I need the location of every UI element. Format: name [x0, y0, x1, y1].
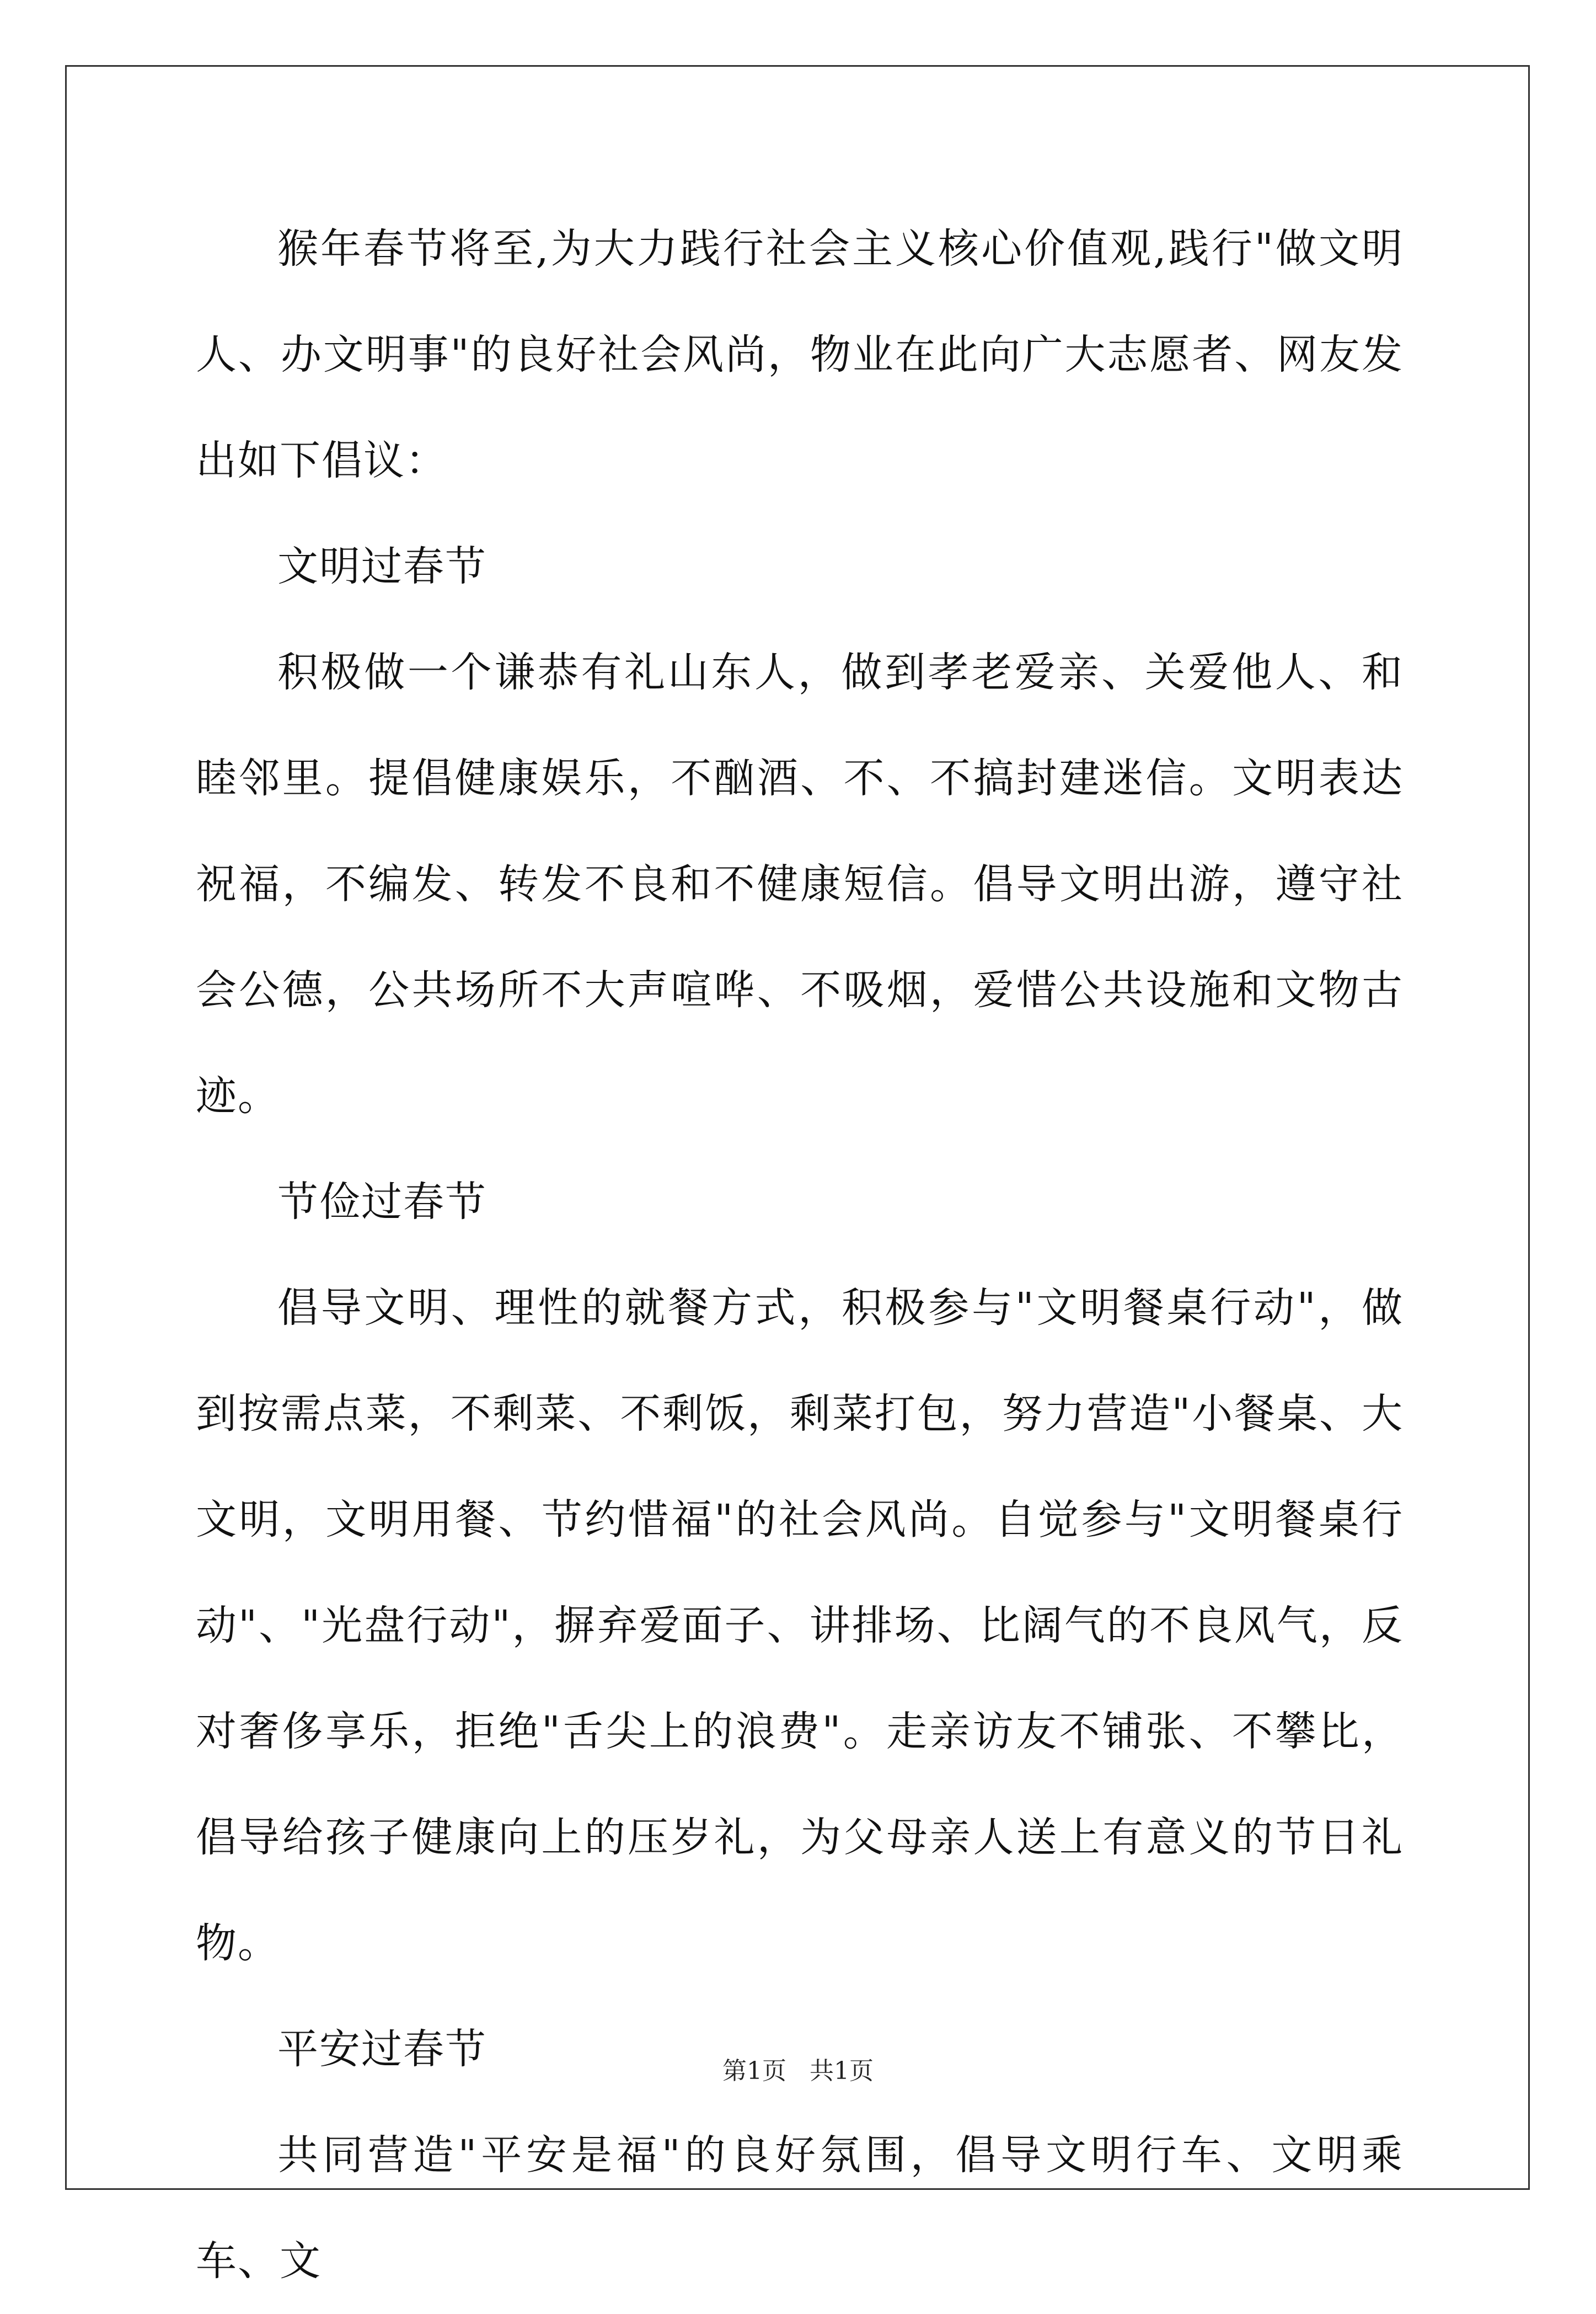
- page-total: 共1页: [810, 2057, 874, 2085]
- paragraph-safe: 共同营造"平安是福"的良好氛围，倡导文明行车、文明乘车、文: [196, 2131, 1404, 2285]
- section-heading-safe: 平安过春节: [277, 2026, 487, 2073]
- paragraph-intro: 猴年春节将至,为大力践行社会主义核心价值观,践行"做文明人、办文明事"的良好社会风尚，物业在此向广大志愿者、网友发出如下倡议：: [196, 225, 1404, 484]
- document-body: [196, 196, 1404, 2314]
- section-heading-frugal: 节俭过春节: [277, 1178, 487, 1226]
- section-heading-civilized: 文明过春节: [277, 543, 487, 590]
- paragraph-civilized: 积极做一个谦恭有礼山东人，做到孝老爱亲、关爱他人、和睦邻里。提倡健康娱乐，不酗酒、不、不搞封建迷信。文明表达祝福，不编发、转发不良和不健康短信。倡导文明出游，遵守社会公德，公共场所不大声喧哗、不吸烟，爱惜公共设施和文物古迹。: [196, 649, 1404, 1120]
- page-number: 第1页: [722, 2057, 786, 2085]
- page-footer: [0, 2051, 1596, 2086]
- paragraph-frugal: 倡导文明、理性的就餐方式，积极参与"文明餐桌行动"，做到按需点菜，不剩菜、不剩饭，剩菜打包，努力营造"小餐桌、大文明，文明用餐、节约惜福"的社会风尚。自觉参与"文明餐桌行动"、"光盘行动"，摒弃爱面子、讲排场、比阔气的不良风气，反对奢侈享乐，拒绝"舌尖上的浪费"。走亲访友不铺张、不攀比，倡导给孩子健康向上的压岁礼，为父母亲人送上有意义的节日礼物。: [196, 1284, 1404, 1967]
